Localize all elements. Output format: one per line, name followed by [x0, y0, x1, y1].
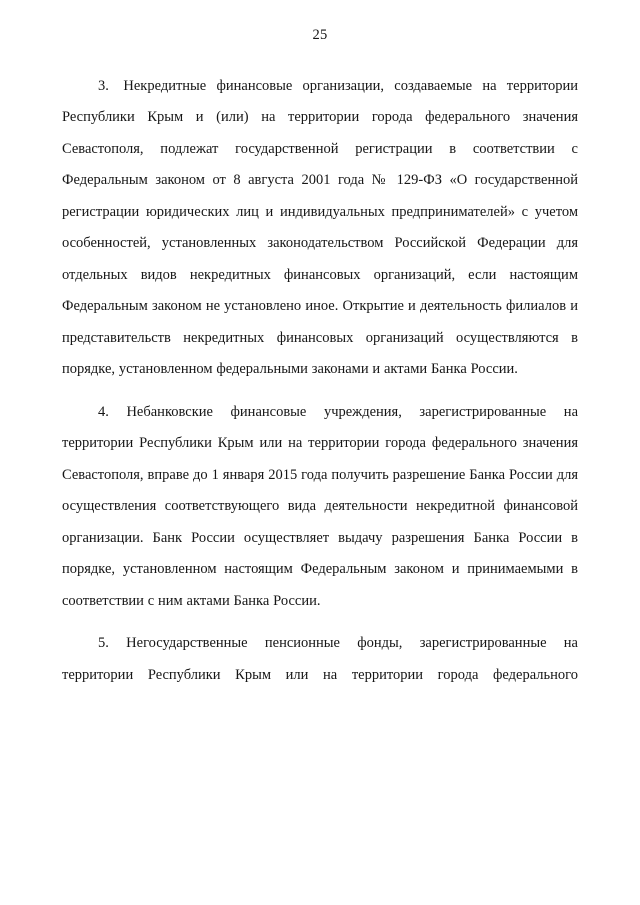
- paragraph-4: 4. Небанковские финансовые учреждения, зарегистрированные на территории Республики Крым или на территории города федерального значения Севастополя, вправе до 1 января 2015 года получить разрешение Банка России для осуществления соответствующего вида деятельности некредитной финансовой организации. Банк России осуществляет выдачу разрешения Банка России в порядке, установленном настоящим Федеральным законом и принимаемыми в соответствии с ним актами Банка России.: [62, 403, 578, 609]
- paragraph-5: 5. Негосударственные пенсионные фонды, зарегистрированные на территории Республики Крым или на территории города федерального: [62, 635, 578, 683]
- paragraph-3: 3. Некредитные финансовые организации, создаваемые на территории Республики Крым и (или) на территории города федерального значения Севастополя, подлежат государственной регистрации в соответствии с Федеральным законом от 8 августа 2001 года № 129-ФЗ «О государственной регистрации юридических лиц и индивидуальных предпринимателей» с учетом особенностей, установленных законодательством Российской Федерации для отдельных видов некредитных финансовых организаций, если настоящим Федеральным законом не установлено иное. Открытие и деятельность филиалов и представительств некредитных финансовых организаций осуществляются в порядке, установленном федеральными законами и актами Банка России.: [62, 77, 578, 377]
- document-body: [62, 71, 578, 692]
- page-number: 25: [312, 27, 328, 43]
